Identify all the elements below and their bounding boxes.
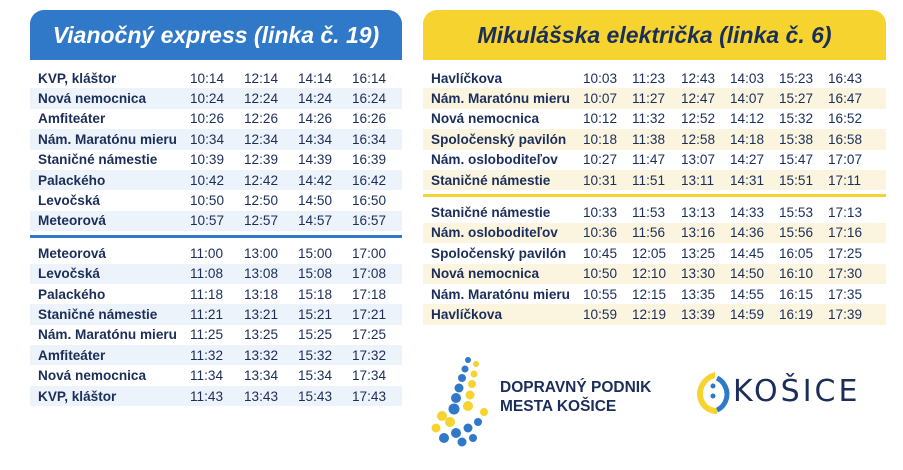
timetable-row xyxy=(423,150,886,170)
departure-time: 11:34 xyxy=(190,368,224,384)
departure-time: 15:47 xyxy=(779,152,814,168)
departure-time: 13:08 xyxy=(244,266,279,282)
departure-time: 10:59 xyxy=(583,306,618,322)
station-name: Levočská xyxy=(38,193,100,209)
departure-time: 17:08 xyxy=(352,266,387,282)
departure-time: 11:27 xyxy=(632,91,666,107)
departure-time: 17:34 xyxy=(352,368,387,384)
departure-time: 12:43 xyxy=(681,70,716,86)
departure-time: 10:55 xyxy=(583,286,618,302)
station-name: Levočská xyxy=(38,266,100,282)
departure-time: 17:25 xyxy=(828,245,863,261)
departure-time: 17:00 xyxy=(352,245,387,261)
departure-time: 12:57 xyxy=(244,213,279,229)
departure-time: 13:11 xyxy=(681,172,715,188)
timetable-row xyxy=(30,68,402,88)
departure-time: 14:50 xyxy=(298,193,333,209)
departure-time: 11:21 xyxy=(190,306,224,322)
departure-time: 12:52 xyxy=(681,111,716,127)
station-name: Spoločenský pavilón xyxy=(431,131,567,147)
station-name: Havlíčkova xyxy=(431,306,503,322)
departure-time: 16:15 xyxy=(779,286,814,302)
kosice-logo xyxy=(695,368,875,428)
departure-time: 14:59 xyxy=(730,306,765,322)
departure-time: 15:21 xyxy=(298,306,333,322)
station-name: Palackého xyxy=(38,172,106,188)
station-name: Staničné námestie xyxy=(38,306,158,322)
departure-time: 14:26 xyxy=(298,111,333,127)
departure-time: 13:39 xyxy=(681,306,716,322)
departure-time: 16:05 xyxy=(779,245,814,261)
departure-time: 13:34 xyxy=(244,368,279,384)
departure-time: 15:43 xyxy=(298,388,333,404)
timetable-row xyxy=(30,190,402,210)
departure-time: 14:42 xyxy=(298,172,333,188)
station-name: Staničné námestie xyxy=(431,205,551,221)
timetable-row xyxy=(30,365,402,385)
timetable-row xyxy=(30,109,402,129)
departure-time: 12:26 xyxy=(244,111,279,127)
departure-time: 16:24 xyxy=(352,91,387,107)
station-name: Nová nemocnica xyxy=(38,91,147,107)
timetable-row xyxy=(423,243,886,263)
departure-time: 12:15 xyxy=(632,286,667,302)
timetable-row xyxy=(30,284,402,304)
station-name: Amfiteáter xyxy=(38,347,106,363)
timetable-row xyxy=(423,284,886,304)
station-name: Nám. Maratónu mieru xyxy=(38,327,177,343)
departure-time: 14:12 xyxy=(730,111,765,127)
station-name: Nám. osloboditeľov xyxy=(431,225,558,241)
departure-time: 12:42 xyxy=(244,172,279,188)
timetable-row xyxy=(30,88,402,108)
departure-time: 10:27 xyxy=(583,152,618,168)
departure-time: 17:18 xyxy=(352,286,387,302)
departure-time: 16:57 xyxy=(352,213,387,229)
departure-time: 14:57 xyxy=(298,213,333,229)
departure-time: 16:10 xyxy=(779,266,814,282)
timetable-row xyxy=(30,129,402,149)
station-name: Spoločenský pavilón xyxy=(431,245,567,261)
departure-time: 17:13 xyxy=(828,205,863,221)
departure-time: 15:32 xyxy=(779,111,814,127)
departure-time: 17:11 xyxy=(828,172,862,188)
departure-time: 16:43 xyxy=(828,70,863,86)
departure-time: 11:32 xyxy=(632,111,666,127)
departure-time: 16:47 xyxy=(828,91,863,107)
station-name: Staničné námestie xyxy=(431,172,551,188)
station-name: Nám. Maratónu mieru xyxy=(431,91,570,107)
departure-time: 12:34 xyxy=(244,131,279,147)
departure-time: 13:07 xyxy=(681,152,716,168)
station-name: Nám. osloboditeľov xyxy=(431,152,558,168)
departure-time: 13:13 xyxy=(681,205,716,221)
departure-time: 15:56 xyxy=(779,225,814,241)
departure-time: 15:25 xyxy=(298,327,333,343)
kosice-emblem-icon xyxy=(695,368,731,418)
departure-time: 11:56 xyxy=(632,225,666,241)
timetable-row xyxy=(423,170,886,190)
departure-time: 10:50 xyxy=(583,266,618,282)
departure-time: 13:21 xyxy=(244,306,279,322)
departure-time: 11:47 xyxy=(632,152,666,168)
departure-time: 11:08 xyxy=(190,266,224,282)
station-name: Nám. Maratónu mieru xyxy=(38,131,177,147)
station-name: Nová nemocnica xyxy=(431,111,540,127)
line-6-title: Mikulášska električka (linka č. 6) xyxy=(423,10,886,60)
departure-time: 16:14 xyxy=(352,70,387,86)
departure-time: 16:42 xyxy=(352,172,387,188)
departure-time: 13:25 xyxy=(681,245,716,261)
departure-time: 16:19 xyxy=(779,306,814,322)
timetable-row xyxy=(423,109,886,129)
departure-time: 13:43 xyxy=(244,388,279,404)
departure-time: 11:53 xyxy=(632,205,666,221)
timetable-row xyxy=(30,386,402,406)
dp-logo-line1: DOPRAVNÝ PODNIK xyxy=(500,379,652,396)
timetable-row xyxy=(423,202,886,222)
station-name: KVP, kláštor xyxy=(38,70,117,86)
departure-time: 13:32 xyxy=(244,347,279,363)
station-name: Havlíčkova xyxy=(431,70,503,86)
departure-time: 17:25 xyxy=(352,327,387,343)
departure-time: 14:14 xyxy=(298,70,333,86)
departure-time: 13:00 xyxy=(244,245,279,261)
departure-time: 17:16 xyxy=(828,225,863,241)
line-6-section-1 xyxy=(423,68,886,190)
timetable-row xyxy=(423,223,886,243)
timetable-row xyxy=(30,243,402,263)
departure-time: 14:55 xyxy=(730,286,765,302)
departure-time: 11:43 xyxy=(190,388,224,404)
departure-time: 10:26 xyxy=(190,111,225,127)
departure-time: 14:39 xyxy=(298,152,333,168)
departure-time: 12:19 xyxy=(632,306,667,322)
timetable-row xyxy=(423,68,886,88)
timetable-row xyxy=(423,88,886,108)
departure-time: 12:58 xyxy=(681,131,716,147)
departure-time: 13:18 xyxy=(244,286,279,302)
timetable-row xyxy=(30,170,402,190)
station-name: Amfiteáter xyxy=(38,111,106,127)
departure-time: 14:24 xyxy=(298,91,333,107)
timetable-row xyxy=(30,264,402,284)
kosice-logo-text: KOŠICE xyxy=(733,374,861,409)
departure-time: 11:32 xyxy=(190,347,224,363)
timetable-line-6 xyxy=(423,10,886,325)
departure-time: 14:27 xyxy=(730,152,765,168)
station-name: Staničné námestie xyxy=(38,152,158,168)
departure-time: 14:03 xyxy=(730,70,765,86)
line-19-title: Vianočný express (linka č. 19) xyxy=(30,10,402,60)
departure-time: 16:58 xyxy=(828,131,863,147)
departure-time: 14:34 xyxy=(298,131,333,147)
departure-time: 14:31 xyxy=(730,172,765,188)
station-name: KVP, kláštor xyxy=(38,388,117,404)
departure-time: 11:00 xyxy=(190,245,224,261)
station-name: Nová nemocnica xyxy=(38,368,147,384)
station-name: Nám. Maratónu mieru xyxy=(431,286,570,302)
departure-time: 14:18 xyxy=(730,131,765,147)
departure-time: 16:52 xyxy=(828,111,863,127)
departure-time: 11:25 xyxy=(190,327,224,343)
departure-time: 15:08 xyxy=(298,266,333,282)
departure-time: 12:24 xyxy=(244,91,279,107)
departure-time: 12:14 xyxy=(244,70,279,86)
departure-time: 10:50 xyxy=(190,193,225,209)
timetable-row xyxy=(30,150,402,170)
departure-time: 13:16 xyxy=(681,225,716,241)
departure-time: 14:45 xyxy=(730,245,765,261)
departure-time: 15:32 xyxy=(298,347,333,363)
departure-time: 10:07 xyxy=(583,91,618,107)
dopravny-podnik-logo xyxy=(428,350,678,450)
departure-time: 10:57 xyxy=(190,213,225,229)
timetable-row xyxy=(423,264,886,284)
dp-logo-text xyxy=(500,378,651,416)
station-name: Nová nemocnica xyxy=(431,266,540,282)
departure-time: 12:50 xyxy=(244,193,279,209)
departure-time: 16:34 xyxy=(352,131,387,147)
departure-time: 10:36 xyxy=(583,225,618,241)
station-name: Meteorová xyxy=(38,213,106,229)
timetable-row xyxy=(423,304,886,324)
departure-time: 13:25 xyxy=(244,327,279,343)
departure-time: 14:07 xyxy=(730,91,765,107)
line-6-section-2 xyxy=(423,202,886,324)
line-6-divider xyxy=(423,194,886,197)
departure-time: 10:33 xyxy=(583,205,618,221)
departure-time: 10:39 xyxy=(190,152,225,168)
departure-time: 15:00 xyxy=(298,245,333,261)
departure-time: 15:53 xyxy=(779,205,814,221)
timetable-line-19 xyxy=(30,10,402,406)
departure-time: 12:47 xyxy=(681,91,716,107)
station-name: Palackého xyxy=(38,286,106,302)
departure-time: 17:35 xyxy=(828,286,863,302)
departure-time: 10:03 xyxy=(583,70,618,86)
line-19-section-2 xyxy=(30,243,402,406)
timetable-row xyxy=(30,304,402,324)
dp-logo-line2: MESTA KOŠICE xyxy=(500,398,617,415)
timetable-row xyxy=(423,129,886,149)
departure-time: 17:32 xyxy=(352,347,387,363)
departure-time: 17:43 xyxy=(352,388,387,404)
departure-time: 10:45 xyxy=(583,245,618,261)
departure-time: 17:30 xyxy=(828,266,863,282)
departure-time: 17:21 xyxy=(352,306,387,322)
departure-time: 12:10 xyxy=(632,266,667,282)
departure-time: 10:31 xyxy=(583,172,618,188)
departure-time: 10:24 xyxy=(190,91,225,107)
departure-time: 14:50 xyxy=(730,266,765,282)
timetable-row xyxy=(30,325,402,345)
departure-time: 15:34 xyxy=(298,368,333,384)
timetable-row xyxy=(30,345,402,365)
station-name: Meteorová xyxy=(38,245,106,261)
timetable-row xyxy=(30,211,402,231)
departure-time: 15:18 xyxy=(298,286,333,302)
departure-time: 14:33 xyxy=(730,205,765,221)
departure-time: 17:39 xyxy=(828,306,863,322)
departure-time: 11:18 xyxy=(190,286,224,302)
departure-time: 10:34 xyxy=(190,131,225,147)
departure-time: 17:07 xyxy=(828,152,863,168)
departure-time: 15:51 xyxy=(779,172,814,188)
departure-time: 15:38 xyxy=(779,131,814,147)
departure-time: 16:50 xyxy=(352,193,387,209)
departure-time: 11:51 xyxy=(632,172,666,188)
departure-time: 16:26 xyxy=(352,111,387,127)
departure-time: 11:23 xyxy=(632,70,666,86)
departure-time: 12:39 xyxy=(244,152,279,168)
departure-time: 13:30 xyxy=(681,266,716,282)
departure-time: 10:12 xyxy=(583,111,618,127)
dp-dots-icon xyxy=(428,350,498,450)
departure-time: 12:05 xyxy=(632,245,667,261)
departure-time: 13:35 xyxy=(681,286,716,302)
departure-time: 16:39 xyxy=(352,152,387,168)
departure-time: 15:27 xyxy=(779,91,814,107)
departure-time: 14:36 xyxy=(730,225,765,241)
departure-time: 10:42 xyxy=(190,172,225,188)
line-19-section-1 xyxy=(30,68,402,231)
departure-time: 10:14 xyxy=(190,70,225,86)
departure-time: 10:18 xyxy=(583,131,618,147)
departure-time: 11:38 xyxy=(632,131,666,147)
departure-time: 15:23 xyxy=(779,70,814,86)
line-19-divider xyxy=(30,235,402,238)
